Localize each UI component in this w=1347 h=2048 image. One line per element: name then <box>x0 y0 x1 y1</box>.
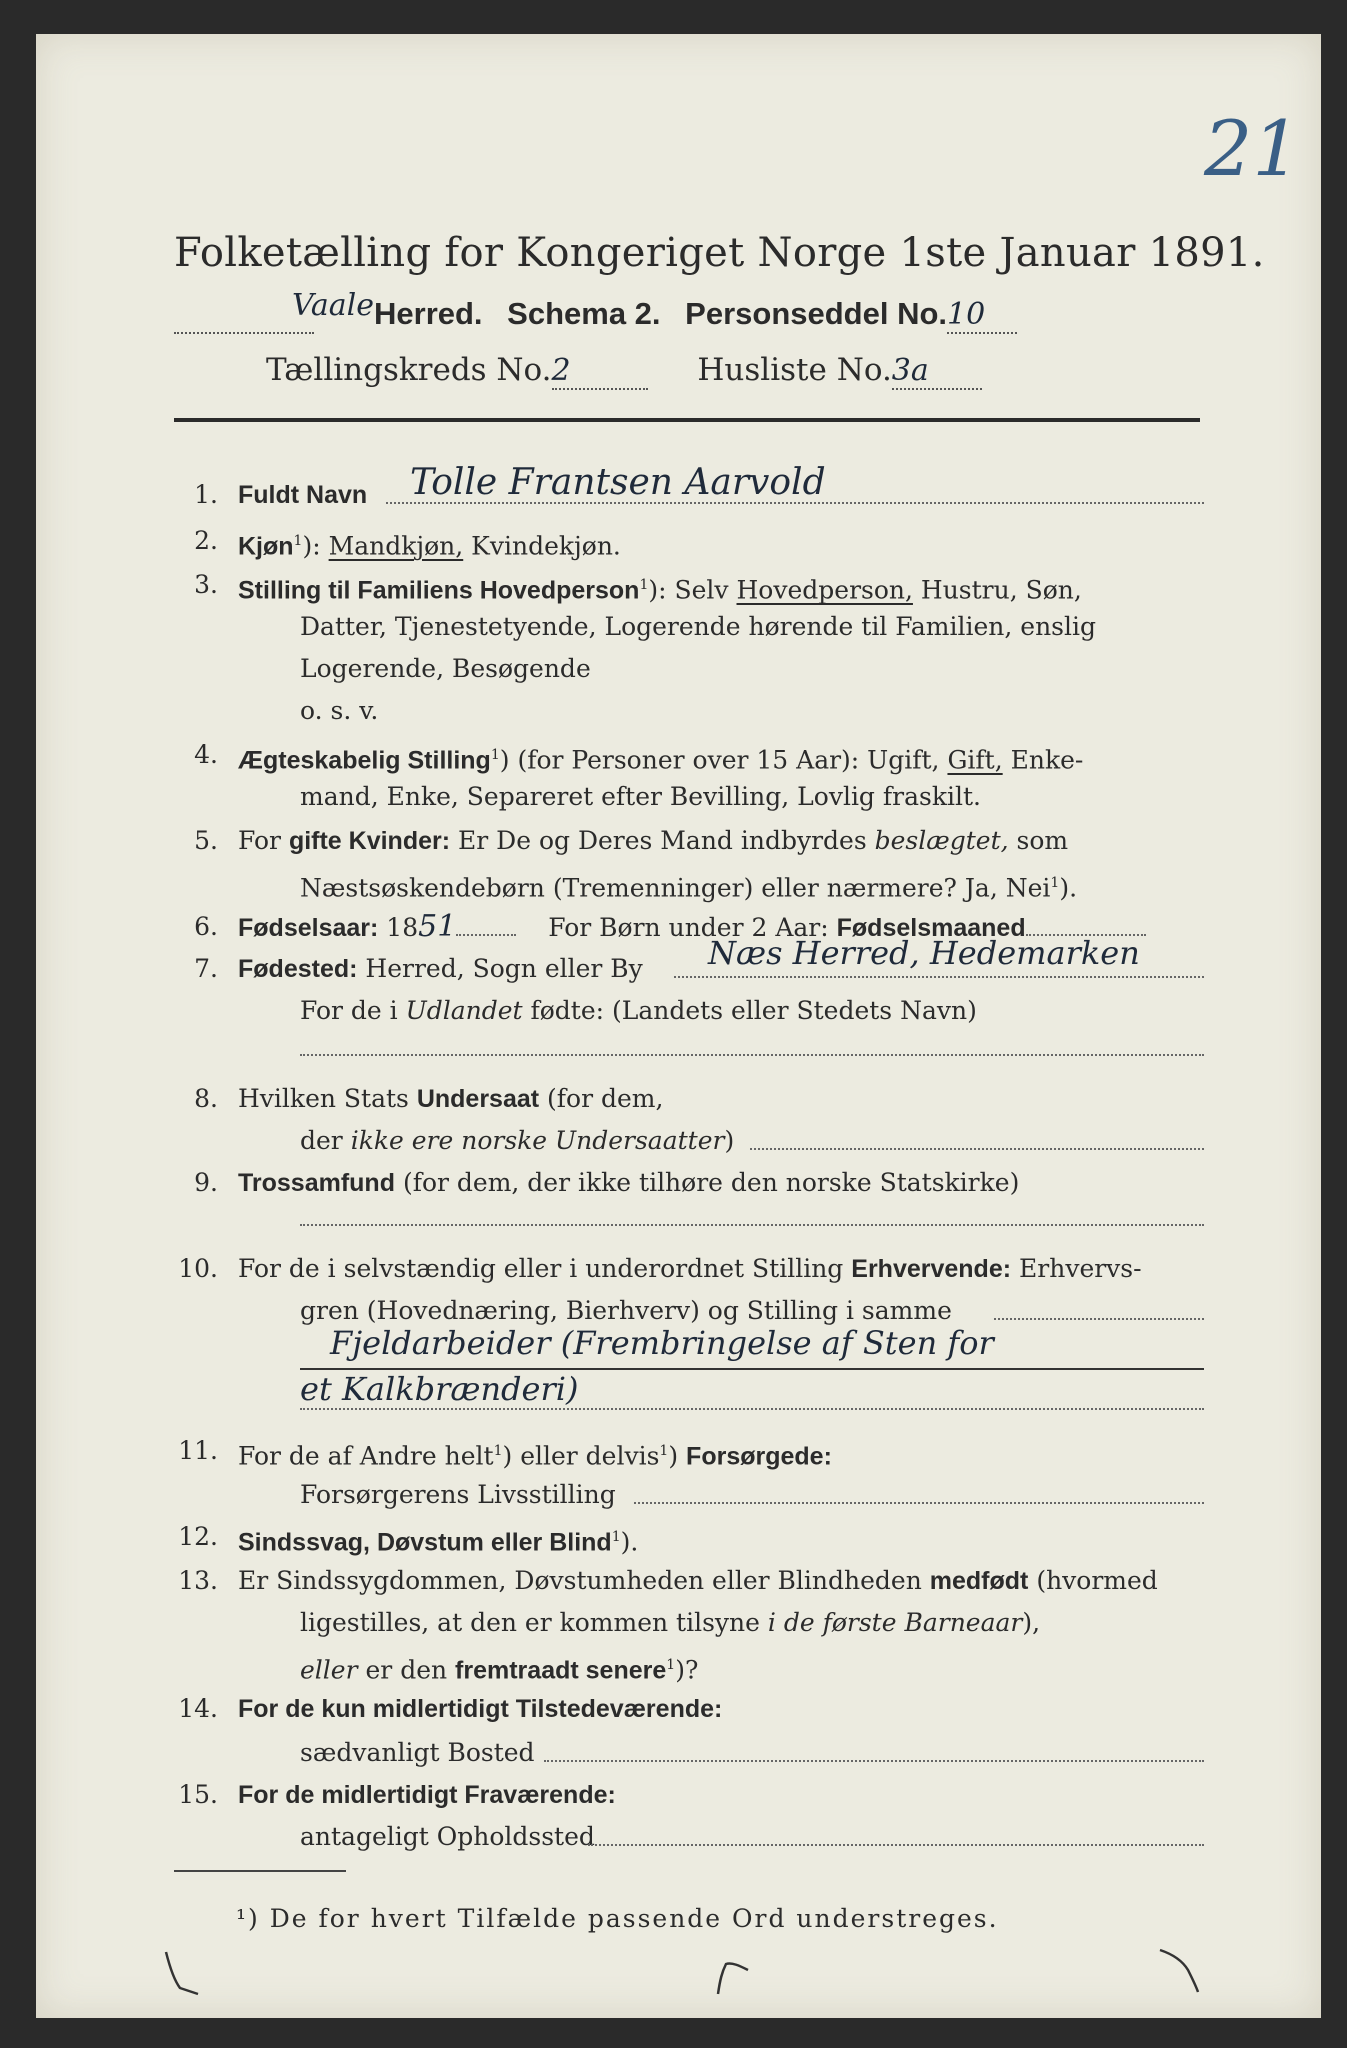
field-label: Trossamfund <box>238 1169 395 1197</box>
birth-year-prefix: 18 <box>386 913 419 942</box>
field-text: der <box>300 1126 343 1155</box>
field-label: Ægteskabelig Stilling <box>238 746 491 775</box>
field-number: 14. <box>178 1694 218 1723</box>
occupation-value-line-1: Fjeldarbeider (Frembringelse af Sten for <box>330 1324 994 1362</box>
field-label: For de midlertidigt Fraværende: <box>238 1781 616 1809</box>
field-text: ): Selv <box>648 575 729 605</box>
field-text: i de første Barneaar <box>767 1608 1023 1637</box>
field-text: beslægtet, <box>874 826 1009 855</box>
footnote-ref: 1 <box>293 533 303 549</box>
field-text: gren (Hovednæring, Bierhverv) og Stilling i samme <box>300 1296 952 1325</box>
field-text: For de i selvstændig eller i underordnet Stilling <box>238 1254 844 1283</box>
pencil-mark-icon <box>154 1946 214 2006</box>
field-label: Sindssvag, Døvstum eller Blind <box>238 1528 612 1557</box>
field-text: fødte: (Landets eller Stedets Navn) <box>530 996 977 1025</box>
footnote-ref: 1 <box>490 747 500 763</box>
field-text: ): <box>302 531 321 561</box>
field-label: Fødselsmaaned <box>836 914 1026 942</box>
full-name-value: Tolle Frantsen Aarvold <box>410 462 826 503</box>
field-label: Fødested: <box>238 955 358 983</box>
field-text: For de i <box>300 996 398 1025</box>
field-text: Forsørgerens Livsstilling <box>300 1480 616 1509</box>
footnote-ref: 1 <box>493 1443 503 1459</box>
field-label: Forsørgede: <box>686 1442 832 1471</box>
form-title: Folketælling for Kongeriget Norge 1ste Januar 1891. <box>174 230 1265 276</box>
field-text: (for dem, der ikke tilhøre den norske Statskirke) <box>402 1168 1020 1197</box>
field-text: Hustru, Søn, <box>920 575 1082 605</box>
field-text: ligestilles, at den er kommen tilsyne <box>300 1608 760 1637</box>
field-number: 10. <box>178 1254 218 1283</box>
field-label: Fødselsaar: <box>238 914 379 942</box>
option-gift: Gift, <box>947 745 1003 775</box>
fill-line <box>300 1054 1204 1056</box>
field-number: 13. <box>178 1566 218 1595</box>
husliste-label: Husliste No. <box>697 352 892 388</box>
field-label: Fuldt Navn <box>238 481 368 509</box>
kreds-label: Tællingskreds No. <box>266 352 552 388</box>
header-line-2 <box>266 352 982 390</box>
birthplace-value: Næs Herred, Hedemarken <box>708 934 1140 972</box>
birth-year-value: 51 <box>418 909 457 944</box>
field-label: Stilling til Familiens Hovedperson <box>238 576 640 605</box>
footnote-rule <box>174 1870 346 1872</box>
field-text: Herred, Sogn eller By <box>365 954 643 983</box>
field-number: 12. <box>178 1522 218 1551</box>
field-label: Erhvervende: <box>851 1255 1012 1283</box>
field-text: (for dem, <box>547 1084 664 1113</box>
field-label: medfødt <box>929 1567 1029 1595</box>
field-text: mand, Enke, Separeret efter Bevilling, Lovlig fraskilt. <box>300 782 981 811</box>
field-number: 9. <box>194 1168 218 1197</box>
field-number: 1. <box>194 480 218 509</box>
footnote-ref: 1 <box>666 1657 676 1673</box>
field-text: For <box>238 826 281 855</box>
option-mandkjon: Mandkjøn, <box>328 531 464 561</box>
header-line-1 <box>174 288 1017 334</box>
field-text: antageligt Opholdssted <box>300 1822 595 1851</box>
header-rule <box>174 418 1200 422</box>
field-text: som <box>1016 826 1069 855</box>
field-number: 7. <box>194 954 218 983</box>
field-text: ) eller delvis <box>502 1441 660 1471</box>
field-text: (hvormed <box>1036 1566 1158 1595</box>
herred-value: Vaale <box>292 288 375 323</box>
field-label: Kjøn <box>238 532 294 561</box>
page-number: 21 <box>1204 104 1301 193</box>
field-text: o. s. v. <box>300 696 379 725</box>
personseddel-value: 10 <box>947 297 1017 334</box>
field-label: Undersaat <box>416 1085 540 1113</box>
field-text: er den <box>365 1655 448 1685</box>
field-text: Logerende, Besøgende <box>300 654 591 683</box>
kreds-value: 2 <box>552 353 648 390</box>
field-number: 6. <box>194 912 218 941</box>
field-text: Erhvervs- <box>1019 1254 1142 1283</box>
footnote-ref: 1 <box>659 1443 669 1459</box>
field-text: ) (for Personer over 15 Aar): Ugift, <box>499 745 940 775</box>
pencil-mark-icon <box>700 1950 760 2010</box>
field-number: 8. <box>194 1084 218 1113</box>
footnote-ref: 1 <box>611 1529 621 1545</box>
field-number: 15. <box>178 1780 218 1809</box>
footnote-ref: 1 <box>639 577 649 593</box>
field-text: For Børn under 2 Aar: <box>548 913 829 942</box>
pencil-mark-icon <box>1152 1940 1212 2000</box>
field-text: Hvilken Stats <box>238 1084 409 1113</box>
option-kvindekjon: Kvindekjøn. <box>471 531 621 561</box>
field-text: Udlandet <box>405 996 523 1025</box>
field-label: gifte Kvinder: <box>288 827 451 855</box>
field-number: 2. <box>194 526 218 555</box>
field-text: Enke- <box>1010 745 1084 775</box>
schema-label: Schema 2. <box>507 296 661 331</box>
field-number: 3. <box>194 570 218 599</box>
census-form-sheet: 21 Folketælling for Kongeriget Norge 1ste Januar 1891. Vaale Herred. Schema 2. Personseddel No.10 Tællingskreds No.2 Husliste No.3a 1. Fuldt Navn Tolle Frantsen Aarvold 2. Kjøn$^1$): Mandkjøn, Kvindekjøn. 3. Stilling til Familiens Hovedperson$^1$): Selv Hovedperson, Hustru, Søn, Datter, Tjenestetyende, Logerende hørende til Familien, enslig Logerende, Besøgende o. s. v. 4. Ægteskabelig Stilling$^1$) (for Personer over 15 Aar): Ugift, Gift, Enke- mand, Enke, Separeret efter Bevilling, Lovlig fraskilt. 5. For gifte Kvinder: Er De og Deres Mand indbyrdes beslægtet, som Næstsøskendebørn (Tremenninger) eller nærmere? Ja, Nei$^1$). 6. Fødselsaar: 1851 For Børn under 2 Aar: Fødselsmaaned 7. Fødested: Herred, Sogn eller By Næs Herred, Hedemarken For de i Udlandet fødte: (Landets eller Stedets Navn) 8. Hvilken Stats Undersaat (for dem, der ikke ere norske Undersaatter) 9. Trossamfund (for dem, der ikke tilhøre den norske Statskirke) 10. For de i selvstændig eller i underordnet Stilling Erhvervende: Erhvervs- gren (Hovednæring, Bierhverv) og Stilling i samme Fjeldarbeider (Frembringelse af Sten for et Kalkbrænderi) 11. For de af Andre helt$^1$) eller delvis$^1$) Forsørgede: Forsørgerens Livsstilling 12. Sindssvag, Døvstum eller Blind$^1$). 13. Er Sindssygdommen, Døvstumheden eller Blindheden medfødt (hvormed ligestilles, at den er kommen tilsyne i de første Barneaar), eller er den fremtraadt senere$^1$)? 14. For de kun midlertidigt Tilstedeværende: sædvanligt Bosted 15. For de midlertidigt Fraværende: antageligt Opholdssted ¹) De for hvert Tilfælde passende Ord understreges. <box>36 34 1321 2018</box>
field-number: 4. <box>194 740 218 769</box>
field-text: Er De og Deres Mand indbyrdes <box>458 826 867 855</box>
field-number: 11. <box>178 1436 218 1465</box>
footnote: ¹) De for hvert Tilfælde passende Ord understreges. <box>236 1904 999 1933</box>
husliste-value: 3a <box>892 353 982 390</box>
fill-line <box>300 1408 1204 1410</box>
field-text: eller <box>300 1655 358 1685</box>
field-text: Datter, Tjenestetyende, Logerende hørende til Familien, enslig <box>300 612 1097 641</box>
occupation-value-line-2: et Kalkbrænderi) <box>300 1370 579 1408</box>
field-text: For de af Andre helt <box>238 1441 494 1471</box>
fill-line <box>300 1224 1204 1226</box>
option-hovedperson: Hovedperson, <box>736 575 913 605</box>
herred-label: Herred. <box>374 296 483 331</box>
field-text: Næstsøskendebørn (Tremenninger) eller nærmere? Ja, Nei <box>300 873 1051 903</box>
field-number: 5. <box>194 826 218 855</box>
footnote-ref: 1 <box>1050 875 1060 891</box>
personseddel-label: Personseddel No. <box>685 296 948 331</box>
field-text: ikke ere norske Undersaatter <box>350 1126 725 1155</box>
field-text: Er Sindssygdommen, Døvstumheden eller Blindheden <box>238 1566 922 1595</box>
field-text: sædvanligt Bosted <box>300 1738 535 1767</box>
field-label: fremtraadt senere <box>455 1656 667 1685</box>
field-label: For de kun midlertidigt Tilstedeværende: <box>238 1695 723 1723</box>
